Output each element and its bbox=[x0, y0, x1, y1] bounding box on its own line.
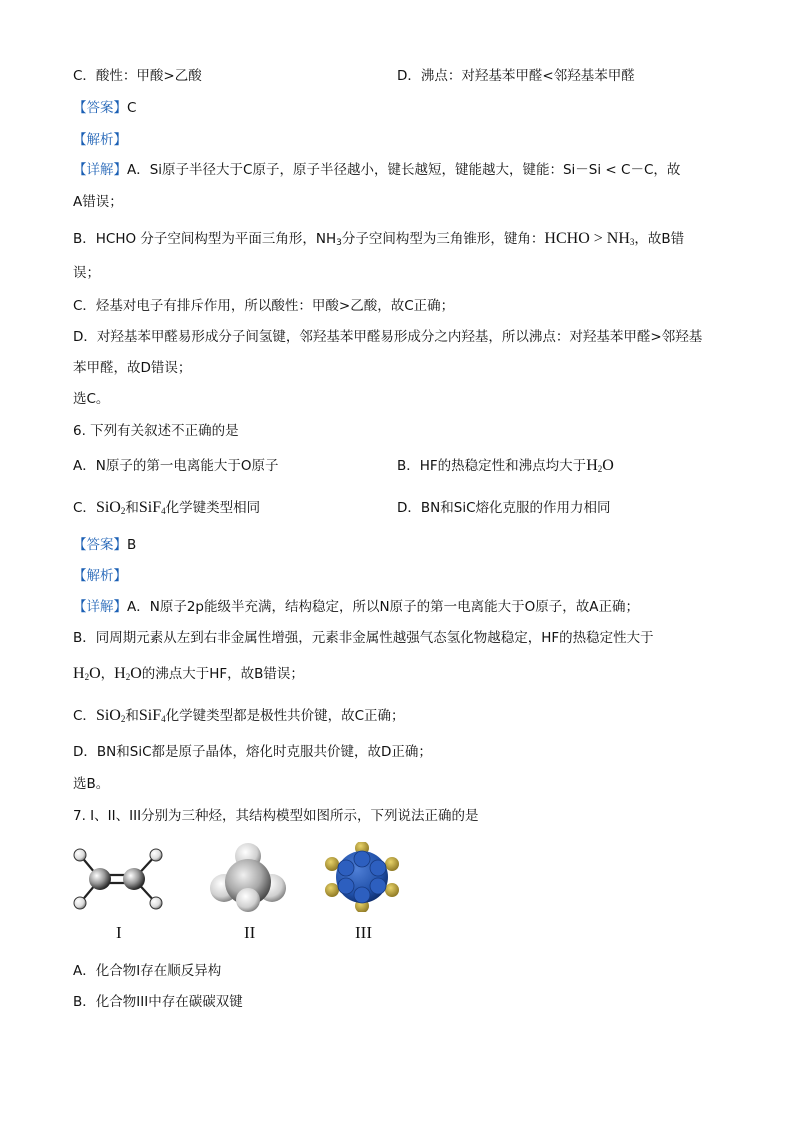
q5-detail-a-line2: A错误； bbox=[73, 194, 123, 210]
and-text: 和 bbox=[125, 708, 139, 724]
detail-tag: 【详解】 bbox=[73, 599, 127, 615]
and-text: 和 bbox=[125, 500, 139, 516]
formula-sif4 bbox=[139, 499, 166, 516]
benzene-space-filling-model bbox=[324, 842, 400, 912]
option-c-label: C． bbox=[73, 500, 96, 516]
formula-sub: 2 bbox=[125, 672, 131, 682]
formula-h: H bbox=[586, 457, 598, 474]
detail-tag: 【详解】 bbox=[73, 162, 127, 178]
q6-option-c bbox=[73, 498, 260, 518]
q6-detail-c bbox=[73, 706, 405, 726]
q7-option-a: A．化合物I存在顺反异构 bbox=[73, 963, 222, 979]
formula-h2o bbox=[114, 665, 142, 682]
formula-main: SiO bbox=[95, 499, 121, 516]
detail-a-text: A．Si原子半径大于C原子，原子半径越小，键长越短，键能越大，键能：Si－Si < C－C，故 bbox=[127, 162, 681, 178]
formula-o: O bbox=[130, 665, 142, 682]
formula-sub: 4 bbox=[161, 714, 166, 724]
formula-main: HCHO > NH bbox=[544, 230, 630, 247]
q5-choose: 选C。 bbox=[73, 391, 110, 407]
formula-sio2 bbox=[96, 707, 125, 724]
detail-b-text: 的沸点大于HF，故B错误； bbox=[141, 666, 304, 682]
q7-option-b: B．化合物III中存在碳碳双键 bbox=[73, 994, 243, 1010]
option-b-text: B．HF的热稳定性和沸点均大于 bbox=[397, 458, 587, 474]
q6-option-d: D．BN和SiC熔化克服的作用力相同 bbox=[397, 500, 611, 516]
formula-sio2 bbox=[96, 499, 125, 516]
model-label-i: I bbox=[116, 923, 122, 942]
detail-b-text-1: B．HCHO 分子空间构型为平面三角形，NH bbox=[73, 231, 337, 247]
q5-detail-c: C．烃基对电子有排斥作用，所以酸性：甲酸>乙酸，故C正确； bbox=[73, 298, 455, 314]
formula-sub: 3 bbox=[629, 237, 635, 247]
q5-detail-a-line1 bbox=[73, 160, 680, 180]
formula-o: O bbox=[89, 665, 101, 682]
q6-option-a: A．N原子的第一电离能大于O原子 bbox=[73, 458, 279, 474]
q6-choose: 选B。 bbox=[73, 776, 110, 792]
q6-detail-d: D．BN和SiC都是原子晶体，熔化时克服共价键，故D正确； bbox=[73, 744, 432, 760]
formula-sub: 2 bbox=[84, 672, 90, 682]
formula-sub: 2 bbox=[597, 464, 603, 474]
q5-detail-b-line2: 误； bbox=[73, 265, 100, 281]
q5-detail-d-line1: D．对羟基苯甲醛易形成分子间氢键，邻羟基苯甲醛易形成分之内羟基，所以沸点：对羟基苯甲醛>邻羟基 bbox=[73, 329, 703, 345]
detail-b-text-3: ，故B错 bbox=[634, 231, 685, 247]
answer-tag: 【答案】 bbox=[73, 100, 127, 116]
q6-answer bbox=[73, 535, 136, 555]
separator: ， bbox=[100, 666, 115, 682]
formula-main: SiF bbox=[138, 499, 162, 516]
q5-option-c: C．酸性：甲酸>乙酸 bbox=[73, 68, 202, 84]
detail-c-text: 化学键类型都是极性共价键，故C正确； bbox=[165, 708, 405, 724]
detail-b-sub: 3 bbox=[336, 238, 342, 248]
option-c-text: 化学键类型相同 bbox=[165, 500, 261, 516]
ethylene-ball-stick-model bbox=[68, 843, 178, 915]
q6-detail-a bbox=[73, 597, 639, 617]
q5-answer bbox=[73, 98, 136, 118]
detail-c-label: C． bbox=[73, 708, 96, 724]
q6-stem: 6. 下列有关叙述不正确的是 bbox=[73, 423, 239, 439]
option-b-formula bbox=[586, 457, 614, 474]
q6-detail-b-line1: B．同周期元素从左到右非金属性增强，元素非金属性越强气态氢化物越稳定，HF的热稳定性大于 bbox=[73, 630, 654, 646]
formula-sub: 2 bbox=[120, 714, 126, 724]
answer-tag: 【答案】 bbox=[73, 537, 127, 553]
formula-sif4 bbox=[139, 707, 166, 724]
q5-detail-d-line2: 苯甲醛，故D错误； bbox=[73, 360, 192, 376]
q5-analysis-tag: 【解析】 bbox=[73, 132, 127, 148]
formula-main: SiF bbox=[138, 707, 162, 724]
q6-detail-b-line2 bbox=[73, 664, 304, 684]
model-label-ii: II bbox=[244, 923, 256, 942]
formula-sub: 4 bbox=[161, 506, 166, 516]
answer-value: C bbox=[127, 100, 137, 116]
q6-analysis-tag: 【解析】 bbox=[73, 568, 127, 584]
detail-b-text-2: 分子空间构型为三角锥形，键角： bbox=[341, 231, 545, 247]
formula-h: H bbox=[114, 665, 126, 682]
q5-detail-b-line1 bbox=[73, 229, 684, 249]
formula-h2o bbox=[73, 665, 101, 682]
q6-option-b bbox=[397, 456, 614, 476]
formula-o: O bbox=[602, 457, 614, 474]
methane-space-filling-model bbox=[208, 842, 288, 914]
detail-a-text: A．N原子2p能级半充满，结构稳定，所以N原子的第一电离能大于O原子，故A正确； bbox=[127, 599, 639, 615]
detail-b-formula bbox=[544, 230, 634, 247]
q7-stem: 7. I、II、III分别为三种烃，其结构模型如图所示，下列说法正确的是 bbox=[73, 808, 479, 824]
answer-value: B bbox=[127, 537, 137, 553]
model-label-iii: III bbox=[355, 923, 372, 942]
formula-sub: 2 bbox=[120, 506, 126, 516]
formula-main: SiO bbox=[95, 707, 121, 724]
formula-h: H bbox=[73, 665, 85, 682]
q5-option-d: D．沸点：对羟基苯甲醛<邻羟基苯甲醛 bbox=[397, 68, 635, 84]
